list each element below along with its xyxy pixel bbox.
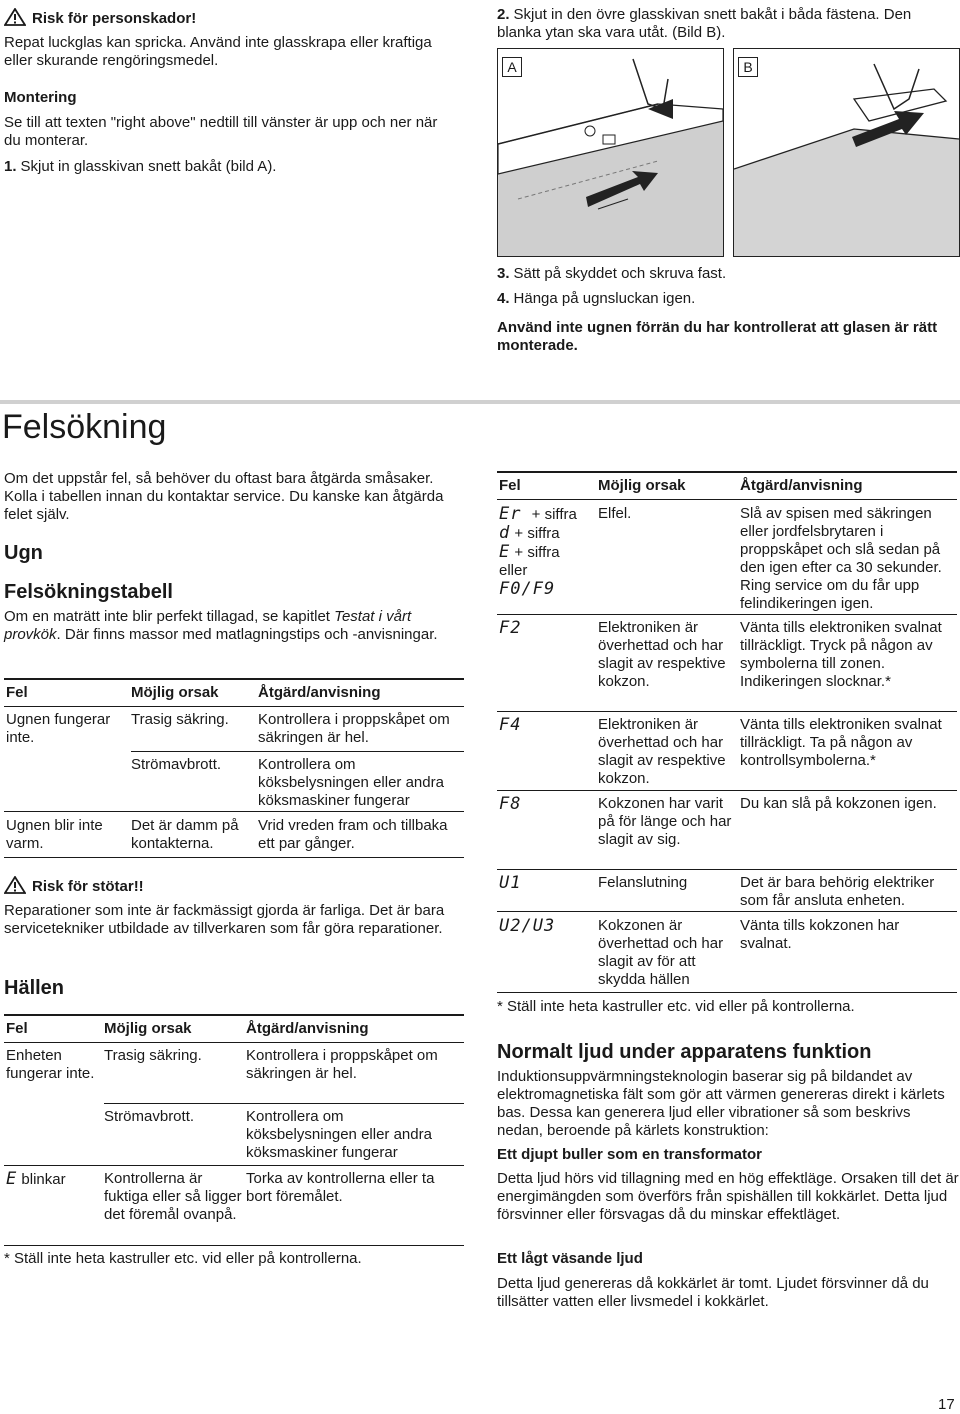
right-table-bottom-rule [497,992,957,993]
error-code: U1 [499,873,522,893]
right-row-rule [497,711,957,712]
right-col-orsak: Möjlig orsak [598,477,686,494]
table-cell: Kontrollerna är fuktiga eller så ligger det föremål ovanpå. [104,1170,242,1223]
hob-col-atgard: Åtgärd/anvisning [246,1020,369,1037]
step-3 [497,265,726,283]
hissing-noise-text: Detta ljud genereras då kokkärlet är tomt. Ljudet försvinner då du tillsätter vatten eller livsmedel i kokkärlet. [497,1275,929,1310]
hob-col-orsak: Möjlig orsak [104,1020,192,1037]
table-cell: Slå av spisen med säkringen eller jordfelsbrytaren i proppskåpet och slå sedan på den igen efter ca 30 sekunder. Ring service om du får upp felindikeringen igen. [740,505,942,612]
step-4 [497,290,695,308]
table-cell: Kokzonen har varit på för länge och har slagit av sig. [598,795,732,848]
right-row-rule [497,614,957,615]
error-code: F2 [499,618,522,638]
right-row-rule [497,869,957,870]
table-cell [6,1170,98,1189]
step-1-number: 1. [4,158,17,175]
oven-col-fel: Fel [6,684,28,701]
error-desc: blinkar [21,1171,66,1188]
risk-heading [4,8,450,28]
error-code: E [6,1169,18,1189]
normal-sound-heading: Normalt ljud under apparatens funktion [497,1041,872,1063]
illustration-b [733,48,960,257]
oven-heading: Ugn [4,542,43,564]
illustration-b-label: B [738,57,758,77]
table-cell: Vänta tills elektroniken svalnat tillräckligt. Ta på någon av kontrollsymbolerna.* [740,716,942,769]
table-cell: Vänta tills kokzonen har svalnat. [740,917,900,952]
error-code: d [499,523,511,543]
table-cell: Vänta tills elektroniken svalnat tillräckligt. Tryck på någon av symbolerna till zonen. Indikeringen slocknar.* [740,619,942,690]
error-code: F4 [499,715,522,735]
hob-col-fel: Fel [6,1020,28,1037]
table-intro-part-2: . Där finns massor med matlagningstips och -anvisningar. [56,626,438,643]
hob-table-header-rule [4,1042,464,1043]
table-cell: Elektroniken är överhettad och har slagit av respektive kokzon. [598,716,726,787]
error-code: E [499,542,511,562]
normal-sound-intro: Induktionsuppvärmningsteknologin baserar sig på bildandet av elektromagnetiska fält som gör att värmen genereras direkt i kärlets bas. Dessa kan generera ljud eller vibrationer så som beskrivs nedan, beroende på kärlets konstruktion: [497,1068,945,1139]
oven-col-atgard: Åtgärd/anvisning [258,684,381,701]
illustration-a-label: A [502,57,522,77]
oven-col-orsak: Möjlig orsak [131,684,219,701]
error-code: F0/F9 [499,579,556,599]
glass-insert-drawing-b [734,49,959,256]
transformer-noise-text: Detta ljud hörs vid tillagning med en hög effektläge. Orsaken till det är energimängden som överförs från spishällen till kokkärlet. Detta ljud försvinner eller försvagas då du minskar effektläget. [497,1170,959,1223]
glass-check-warning: Använd inte ugnen förrän du har kontrollerat att glasen är rätt monterade. [497,319,938,354]
table-cell: Felanslutning [598,874,688,891]
step-3-number: 3. [497,265,510,282]
table-cell: Strömavbrott. [131,756,222,773]
shock-heading [4,876,144,896]
step-1 [4,158,276,176]
error-code-suffix: + siffra [514,525,560,542]
oven-row-rule [131,751,464,752]
table-cell: Kontrollera om köksbelysningen eller andra köksmaskiner fungerar [246,1108,432,1161]
section-divider [0,400,960,404]
risk-warning-block [4,8,450,70]
right-table-footnote: * Ställ inte heta kastruller etc. vid eller på kontrollerna. [497,998,855,1015]
right-table-header-rule [497,499,957,500]
section-title: Felsökning [2,408,167,446]
table-intro-part-1: Om en maträtt inte blir perfekt tillagad, se kapitlet [4,608,335,625]
hob-heading: Hällen [4,977,65,999]
error-code-suffix: + siffra [531,506,577,523]
table-cell: Trasig säkring. [131,711,229,728]
table-cell: Elektroniken är överhettad och har slagit av respektive kokzon. [598,619,726,690]
oven-table-top-rule [4,678,464,680]
troubleshooting-table-heading: Felsökningstabell [4,581,173,603]
table-cell: Trasig säkring. [104,1047,202,1064]
table-cell: Ugnen fungerar inte. [6,711,111,746]
risk-text: Repat luckglas kan spricka. Använd inte glasskrapa eller kraftiga eller skurande rengöringsmedel. [4,34,432,69]
table-cell: Elfel. [598,505,632,522]
right-col-fel: Fel [499,477,521,494]
table-cell: Ugnen blir inte varm. [6,817,103,852]
table-cell: Det är damm på kontakterna. [131,817,239,852]
warning-triangle-icon [4,876,26,894]
step-2 [497,6,955,42]
table-cell: Kontrollera i proppskåpet om säkringen är hel. [246,1047,438,1082]
table-cell: Kokzonen är överhettad och har slagit av för att skydda hällen [598,917,724,988]
step-3-text: Sätt på skyddet och skruva fast. [513,265,727,282]
error-code: F8 [499,794,522,814]
transformer-noise-heading: Ett djupt buller som en transformator [497,1146,763,1163]
mounting-text: Se till att texten "right above" nedtill till vänster är upp och ner när du monterar. [4,114,438,149]
section-intro: Om det uppstår fel, så behöver du oftast bara åtgärda småsaker. Kolla i tabellen innan du kontaktar service. Du kanske kan åtgärda felet själv. [4,470,444,523]
warning-triangle-icon [4,8,26,26]
error-code: U2/U3 [499,916,556,936]
error-code-group [499,505,594,599]
hissing-noise-heading: Ett lågt väsande ljud [497,1250,643,1267]
glass-insert-drawing-a [498,49,723,256]
illustration-a [497,48,724,257]
oven-row-rule [4,811,464,812]
table-cell: Det är bara behörig elektriker som får ansluta enheten. [740,874,935,909]
table-cell: Torka av kontrollerna eller ta bort föremålet. [246,1170,435,1205]
error-code-or: eller [499,562,528,579]
step-2-text: Skjut in den övre glasskivan snett bakåt i båda fästena. Den blanka ytan ska vara utåt. (Bild B). [497,6,912,41]
table-cell: Enheten fungerar inte. [6,1047,95,1082]
risk-title: Risk för personskador! [32,10,197,27]
step-2-number: 2. [497,6,510,23]
table-cell: Kontrollera om köksbelysningen eller andra köksmaskiner fungerar [258,756,444,809]
error-code-suffix: + siffra [514,544,560,561]
table-intro [4,608,462,644]
hob-row-rule [104,1103,464,1104]
hob-footnote: * Ställ inte heta kastruller etc. vid eller på kontrollerna. [4,1250,362,1267]
oven-table-bottom-rule [4,857,464,858]
right-col-atgard: Åtgärd/anvisning [740,477,863,494]
right-table-top-rule [497,471,957,473]
hob-row-rule [4,1165,464,1166]
right-row-rule [497,790,957,791]
table-cell: Du kan slå på kokzonen igen. [740,795,937,812]
oven-table-header-rule [4,706,464,707]
hob-table-bottom-rule [4,1245,464,1246]
page-number: 17 [938,1396,955,1413]
step-4-number: 4. [497,290,510,307]
shock-text: Reparationer som inte är fackmässigt gjorda är farliga. Det är bara servicetekniker utbildade av tillverkaren som får göra reparationer. [4,902,445,937]
error-code: Er [499,504,522,524]
shock-title: Risk för stötar!! [32,878,144,895]
table-cell: Vrid vreden fram och tillbaka ett par gånger. [258,817,448,852]
mounting-heading: Montering [4,89,77,106]
table-intro-link-text: Testat i vårt provkök [4,608,412,643]
table-cell: Strömavbrott. [104,1108,195,1125]
step-4-text: Hänga på ugnsluckan igen. [513,290,696,307]
right-row-rule [497,911,957,912]
table-cell: Kontrollera i proppskåpet om säkringen är hel. [258,711,450,746]
step-1-text: Skjut in glasskivan snett bakåt (bild A). [20,158,277,175]
hob-table-top-rule [4,1014,464,1016]
